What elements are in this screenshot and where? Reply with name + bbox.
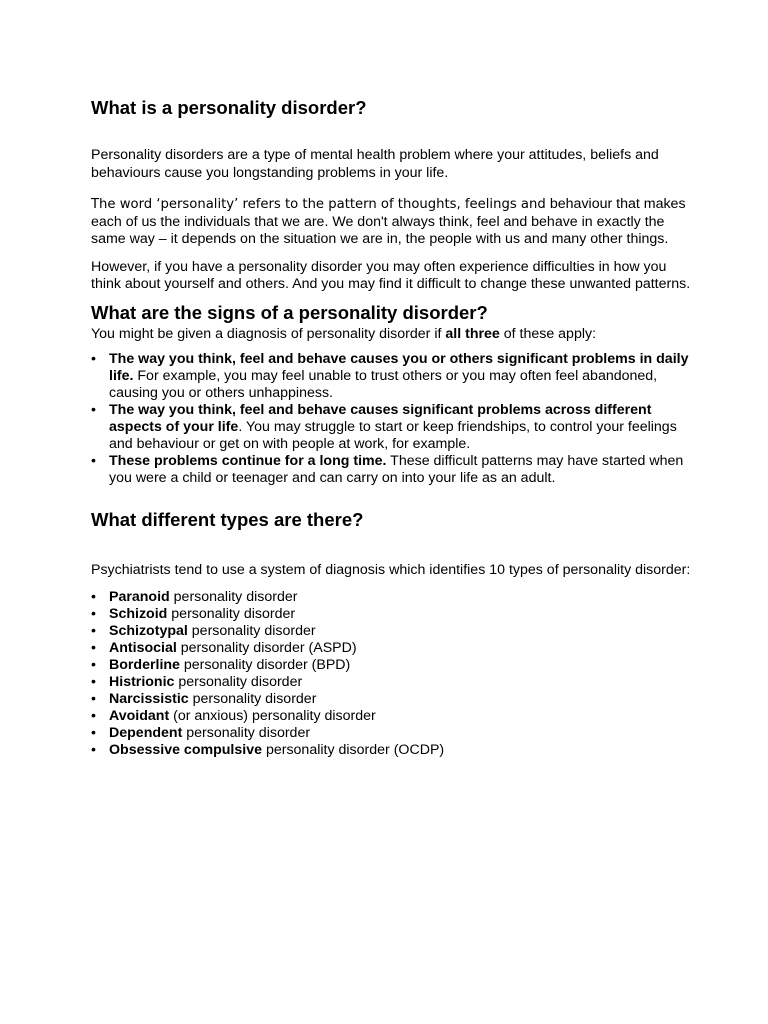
type-suffix: personality disorder (188, 690, 317, 707)
heading-what-is: What is a personality disorder? (91, 97, 367, 118)
heading-types: What different types are there? (91, 509, 364, 530)
document-content (91, 96, 691, 759)
paragraph-personality-rest: behaviour that makes each of us the individuals that we are. We don't always think, feel and behave in exactly the same way – it depends on the situation we are in, the people with us and many other things. (91, 196, 686, 247)
paragraph-signs-intro (91, 326, 691, 344)
type-name: Avoidant (109, 707, 170, 724)
type-name: Narcissistic (109, 690, 189, 707)
type-suffix: personality disorder (OCDP) (262, 741, 445, 758)
type-suffix: personality disorder (ASPD) (176, 639, 357, 656)
list-item (109, 623, 691, 640)
list-item (109, 453, 691, 487)
types-list (91, 589, 691, 759)
sign-bold-text: The way you think, feel and behave causes significant problems across different aspects of your life (109, 402, 652, 435)
signs-intro-after: of these apply: (499, 325, 597, 342)
type-suffix: personality disorder (174, 673, 303, 690)
sign-bold-text: These problems continue for a long time. (109, 453, 387, 469)
paragraph-definition: Personality disorders are a type of mental health problem where your attitudes, beliefs and behaviours cause you longstanding problems in your life. (91, 147, 659, 181)
sign-text: For example, you may feel unable to trust others or you may often feel abandoned, causing you or others unhappiness. (109, 368, 658, 401)
sign-text: These difficult patterns may have started when you were a child or teenager and can carry on into your life as an adult. (109, 453, 684, 486)
list-item (109, 402, 691, 453)
heading-signs: What are the signs of a personality disorder? (91, 301, 488, 323)
type-suffix: personality disorder (187, 622, 316, 639)
list-item (109, 589, 691, 606)
list-item (109, 708, 691, 725)
signs-intro-bold: all three (445, 325, 500, 342)
paragraph-types-intro: Psychiatrists tend to use a system of diagnosis which identifies 10 types of personality disorder: (91, 562, 691, 578)
type-name: Dependent (109, 724, 183, 741)
type-suffix: personality disorder (169, 588, 298, 605)
type-name: Schizotypal (109, 622, 188, 639)
type-suffix: (or anxious) personality disorder (169, 707, 376, 724)
type-name: Antisocial (109, 639, 177, 656)
list-item (109, 351, 691, 402)
type-name: Histrionic (109, 673, 175, 690)
list-item (109, 725, 691, 742)
paragraph-personality-lead: The word ‘personality’ refers to the pattern of thoughts, feelings and (91, 197, 550, 212)
sign-bold-text: The way you think, feel and behave causes you or others significant problems in daily life. (109, 351, 689, 384)
type-suffix: personality disorder (167, 605, 296, 622)
list-item (109, 606, 691, 623)
list-item (109, 674, 691, 691)
type-name: Schizoid (109, 605, 168, 622)
type-name: Paranoid (109, 588, 170, 605)
paragraph-personality-word (91, 196, 691, 249)
list-item (109, 691, 691, 708)
type-suffix: personality disorder (BPD) (179, 656, 351, 673)
signs-intro-before: You might be given a diagnosis of personality disorder if (91, 325, 446, 342)
list-item (109, 657, 691, 674)
paragraph-difficulties: However, if you have a personality disorder you may often experience difficulties in how you think about yourself and others. And you may find it difficult to change these unwanted patterns. (91, 258, 691, 292)
sign-text: . You may struggle to start or keep friendships, to control your feelings and behaviour or get on with people at work, for example. (109, 419, 677, 452)
signs-list (91, 351, 691, 487)
type-name: Borderline (109, 656, 180, 673)
list-item (109, 742, 691, 759)
type-suffix: personality disorder (182, 724, 311, 741)
type-name: Obsessive compulsive (109, 741, 262, 758)
list-item (109, 640, 691, 657)
